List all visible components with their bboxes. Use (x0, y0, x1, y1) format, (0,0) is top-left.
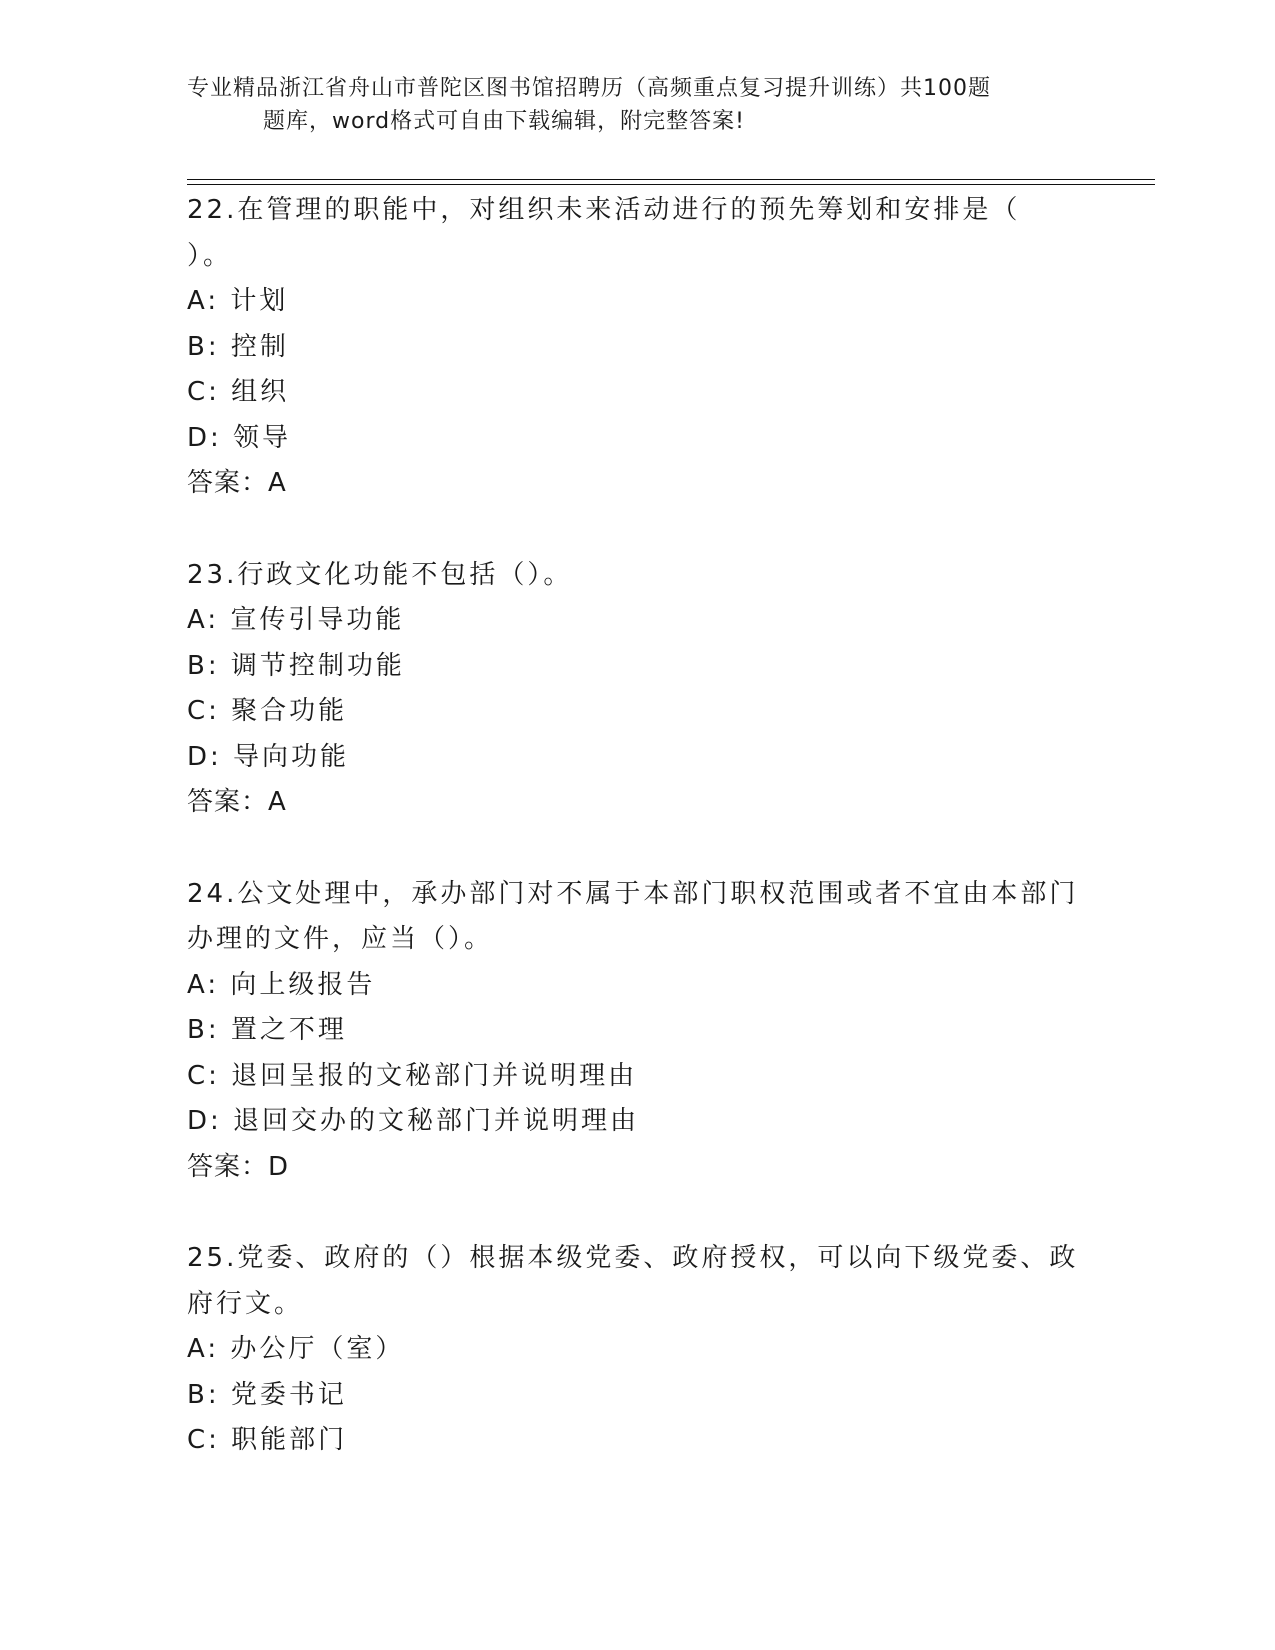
question-text: 24.公文处理中，承办部门对不属于本部门职权范围或者不宜由本部门 (187, 878, 1079, 909)
option-c: C: 组织 (187, 377, 290, 407)
option-b: B: 党委书记 (187, 1379, 347, 1410)
question-list (187, 188, 1087, 1510)
option-a: A: 向上级报告 (187, 969, 376, 1000)
option-b: B: 控制 (187, 331, 289, 362)
header-title-line1: 专业精品浙江省舟山市普陀区图书馆招聘历（高频重点复习提升训练）共100题 (187, 76, 991, 101)
option-c: C: 聚合功能 (187, 696, 348, 726)
option-a: A: 宣传引导功能 (187, 605, 405, 635)
question-text-continued: 府行文。 (187, 1288, 304, 1319)
question-22 (187, 188, 1087, 507)
header-divider-top (187, 179, 1155, 180)
question-text-continued: ）。 (187, 240, 233, 271)
question-text: 23.行政文化功能不包括（）。 (187, 559, 573, 590)
header-divider-bottom (187, 184, 1155, 185)
question-23 (187, 553, 1087, 826)
question-text: 22.在管理的职能中，对组织未来活动进行的预先筹划和安排是（ (187, 195, 1021, 225)
question-25 (187, 1236, 1087, 1464)
option-c: C: 职能部门 (187, 1425, 348, 1455)
question-text: 25.党委、政府的（）根据本级党委、政府授权，可以向下级党委、政 (187, 1243, 1079, 1273)
answer-label: 答案：A (187, 787, 287, 817)
answer-label: 答案：D (187, 1151, 290, 1182)
question-text-continued: 办理的文件，应当（）。 (187, 924, 494, 954)
answer-label: 答案：A (187, 468, 287, 498)
option-c: C: 退回呈报的文秘部门并说明理由 (187, 1060, 638, 1091)
option-d: D: 领导 (187, 422, 292, 453)
option-a: A: 办公厅（室） (187, 1334, 405, 1364)
option-b: B: 调节控制功能 (187, 650, 405, 681)
option-a: A: 计划 (187, 286, 289, 316)
header-title-line2: 题库，word格式可自由下载编辑，附完整答案! (263, 109, 745, 134)
document-header (187, 72, 1077, 138)
option-b: B: 置之不理 (187, 1015, 347, 1045)
option-d: D: 导向功能 (187, 741, 350, 772)
question-24 (187, 872, 1087, 1191)
option-d: D: 退回交办的文秘部门并说明理由 (187, 1106, 640, 1136)
